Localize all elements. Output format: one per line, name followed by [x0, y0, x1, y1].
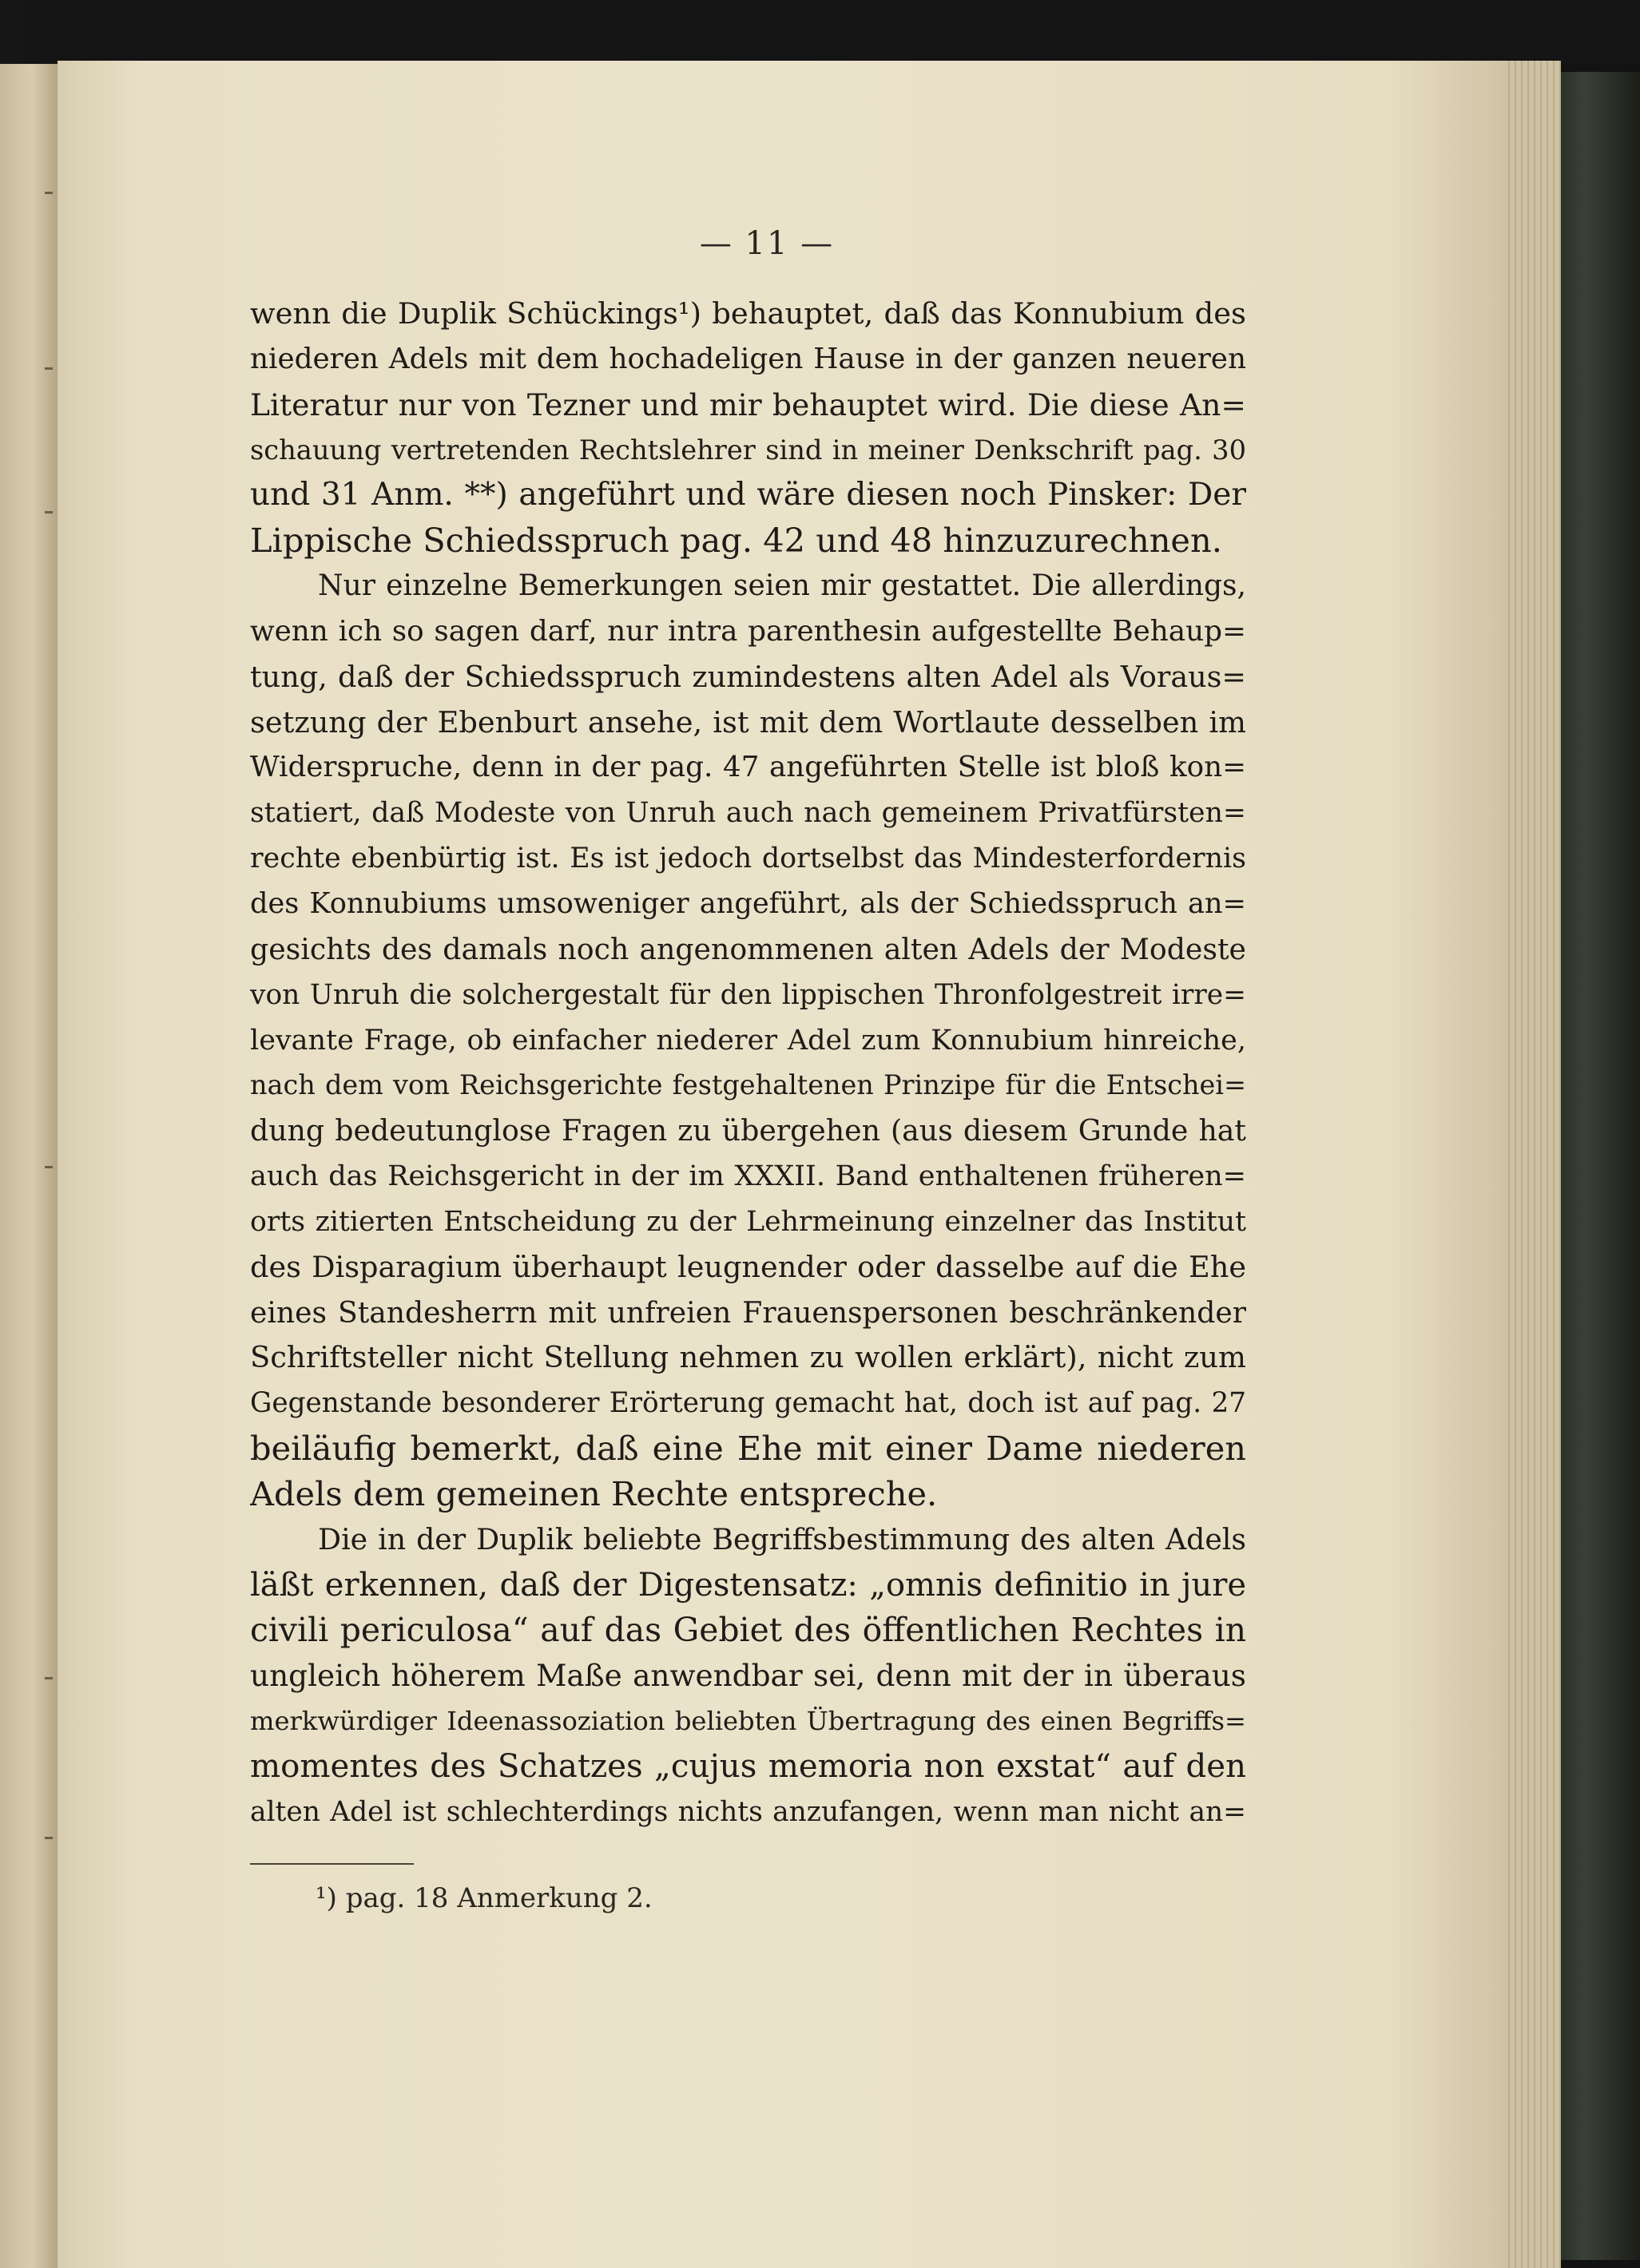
text-line: Adels dem gemeinen Rechte entspreche.: [250, 1473, 938, 1513]
text-line: beiläufig bemerkt, daß eine Ehe mit einer Dame niederen: [250, 1429, 1246, 1469]
text-line: nach dem vom Reichsgerichte festgehaltenen Prinzipe für die Entschei=: [250, 1069, 1246, 1101]
text-line: wenn die Duplik Schückings¹) behauptet, daß das Konnubium des: [250, 296, 1246, 331]
text-line: Die in der Duplik beliebte Begriffsbestimmung des alten Adels: [318, 1521, 1246, 1556]
text-line: rechte ebenbürtig ist. Es ist jedoch dortselbst das Mindesterfordernis: [250, 843, 1246, 875]
text-line: merkwürdiger Ideenassoziation beliebten Übertragung des einen Begriffs=: [250, 1706, 1246, 1737]
text-line: von Unruh die solchergestalt für den lippischen Thronfolgestreit irre=: [250, 978, 1246, 1011]
text-line: setzung der Ebenburt ansehe, ist mit dem Wortlaute desselben im: [250, 704, 1246, 739]
text-line: Lippische Schiedsspruch pag. 42 und 48 hinzuzurechnen.: [250, 521, 1222, 561]
text-line: läßt erkennen, daß der Digestensatz: „omnis definitio in jure: [250, 1566, 1246, 1604]
text-line: tung, daß der Schiedsspruch zumindestens alten Adel als Voraus=: [250, 659, 1246, 694]
text-line: gesichts des damals noch angenommenen alten Adels der Modeste: [250, 931, 1246, 966]
text-line: niederen Adels mit dem hochadeligen Hause in der ganzen neueren: [250, 342, 1246, 375]
text-line: und 31 Anm. **) angeführt und wäre diesen noch Pinsker: Der: [250, 477, 1246, 513]
text-line: des Disparagium überhaupt leugnender oder dasselbe auf die Ehe: [250, 1249, 1246, 1284]
text-line: dung bedeutunglose Fragen zu übergehen (aus diesem Grunde hat: [250, 1113, 1246, 1148]
text-line: orts zitierten Entscheidung zu der Lehrmeinung einzelner das Institut: [250, 1205, 1246, 1238]
text-line: Widerspruche, denn in der pag. 47 angeführten Stelle ist bloß kon=: [250, 751, 1246, 784]
text-line: civili periculosa“ auf das Gebiet des öffentlichen Rechtes in: [250, 1611, 1246, 1650]
text-line: ungleich höherem Maße anwendbar sei, denn mit der in überaus: [250, 1658, 1246, 1694]
text-line: Literatur nur von Tezner und mir behauptet wird. Die diese An=: [250, 387, 1246, 422]
paragraph-3: [250, 1517, 1246, 1835]
text-line: momentes des Schatzes „cujus memoria non exstat“ auf den: [250, 1748, 1246, 1785]
text-line: schauung vertretenden Rechtslehrer sind in meiner Denkschrift pag. 30: [250, 434, 1246, 466]
page-number: — 11 —: [699, 225, 835, 262]
text-line: Nur einzelne Bemerkungen seien mir gestattet. Die allerdings,: [318, 569, 1246, 603]
text-line: auch das Reichsgericht in der im XXXII. Band enthaltenen früheren=: [250, 1160, 1246, 1193]
text-line: alten Adel ist schlechterdings nichts anzufangen, wenn man nicht an=: [250, 1795, 1246, 1828]
background-top: [0, 0, 1640, 64]
footnote-separator: [250, 1863, 414, 1865]
previous-page-edge: [0, 64, 59, 2268]
text-line: eines Standesherrn mit unfreien Frauenspersonen beschränkender: [250, 1295, 1246, 1330]
paragraph-2: [250, 564, 1246, 1517]
text-line: wenn ich so sagen darf, nur intra parenthesin aufgestellte Behaup=: [250, 614, 1246, 648]
book-cover-edge: [1561, 72, 1640, 2260]
page-stack-edge: [1503, 61, 1561, 2268]
text-line: Gegenstande besonderer Erörterung gemacht hat, doch ist auf pag. 27: [250, 1387, 1246, 1420]
body-text: [250, 291, 1246, 1835]
paragraph-1: [250, 291, 1246, 564]
text-line: levante Frage, ob einfacher niederer Adel zum Konnubium hinreiche,: [250, 1024, 1246, 1057]
text-line: Schriftsteller nicht Stellung nehmen zu wollen erklärt), nicht zum: [250, 1340, 1246, 1375]
footnote: ¹) pag. 18 Anmerkung 2.: [316, 1882, 653, 1914]
text-line: des Konnubiums umsoweniger angeführt, als der Schiedsspruch an=: [250, 886, 1246, 920]
text-line: statiert, daß Modeste von Unruh auch nach gemeinem Privatfürsten=: [250, 797, 1246, 830]
